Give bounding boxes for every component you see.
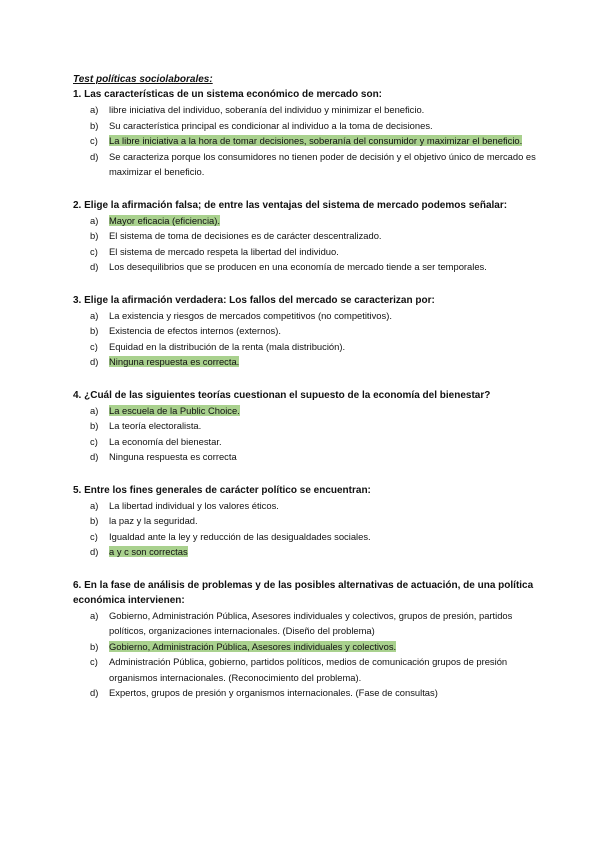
answer-option-correct bbox=[73, 403, 540, 419]
option-text: Los desequilibrios que se producen en una economía de mercado tiende a ser temporales. bbox=[109, 261, 487, 272]
option-letter: c) bbox=[90, 245, 98, 257]
option-letter: d) bbox=[90, 356, 99, 367]
option-text-wrapper bbox=[109, 118, 540, 134]
option-letter: d) bbox=[90, 150, 99, 162]
option-text-wrapper bbox=[109, 685, 540, 701]
answer-options bbox=[73, 608, 540, 701]
option-text: la paz y la seguridad. bbox=[109, 515, 198, 526]
option-text-wrapper bbox=[109, 654, 540, 685]
option-text: La existencia y riesgos de mercados competitivos (no competitivos). bbox=[109, 309, 392, 321]
answer-option bbox=[73, 308, 540, 324]
highlighted-answer-text: Gobierno, Administración Pública, Asesores individuales y colectivos. bbox=[109, 640, 397, 652]
option-letter: b) bbox=[90, 515, 99, 526]
option-letter: d) bbox=[90, 451, 99, 462]
option-text-wrapper bbox=[109, 639, 540, 655]
answer-option bbox=[73, 244, 540, 260]
option-text: La teoría electoralista. bbox=[109, 420, 202, 431]
option-text: Equidad en la distribución de la renta (mala distribución). bbox=[109, 340, 346, 352]
option-text-wrapper bbox=[109, 544, 540, 560]
answer-option bbox=[73, 102, 540, 118]
option-text-wrapper bbox=[109, 149, 540, 180]
question-text: 3. Elige la afirmación verdadera: Los fallos del mercado se caracterizan por: bbox=[73, 294, 435, 306]
answer-option-correct bbox=[73, 133, 540, 149]
question-text: 6. En la fase de análisis de problemas y de las posibles alternativas de actuación, de una política económica intervienen: bbox=[73, 579, 534, 606]
option-text-wrapper bbox=[109, 228, 540, 244]
option-letter: b) bbox=[90, 325, 99, 336]
answer-option bbox=[73, 654, 540, 685]
option-text-wrapper bbox=[109, 403, 540, 419]
option-text-wrapper bbox=[109, 102, 540, 118]
question-3 bbox=[73, 293, 540, 370]
option-letter: d) bbox=[90, 546, 99, 557]
answer-option bbox=[73, 685, 540, 701]
option-text-wrapper bbox=[109, 213, 540, 229]
answer-options bbox=[73, 403, 540, 465]
answer-option bbox=[73, 339, 540, 355]
question-text: 1. Las características de un sistema económico de mercado son: bbox=[73, 89, 383, 100]
answer-options bbox=[73, 102, 540, 180]
option-letter: c) bbox=[90, 135, 98, 146]
option-text: Expertos, grupos de presión y organismos internacionales. (Fase de consultas) bbox=[109, 687, 438, 698]
option-text: Administración Pública, gobierno, partidos políticos, medios de comunicación grupos de presión organismos internacionales. (Reconocimiento del problema). bbox=[109, 656, 508, 683]
answer-option bbox=[73, 118, 540, 134]
option-letter: c) bbox=[90, 530, 98, 542]
option-letter: d) bbox=[90, 261, 99, 272]
option-text-wrapper bbox=[109, 449, 540, 465]
answer-option bbox=[73, 498, 540, 514]
option-text-wrapper bbox=[109, 434, 540, 450]
option-text-wrapper bbox=[109, 323, 540, 339]
answer-option bbox=[73, 323, 540, 339]
option-text: Se caracteriza porque los consumidores no tienen poder de decisión y el objetivo único de mercado es maximizar el beneficio. bbox=[109, 150, 536, 177]
answer-option bbox=[73, 149, 540, 180]
option-text-wrapper bbox=[109, 133, 540, 149]
question-6 bbox=[73, 578, 540, 701]
option-text: El sistema de mercado respeta la libertad del individuo. bbox=[109, 245, 339, 257]
answer-option bbox=[73, 513, 540, 529]
answer-option bbox=[73, 529, 540, 545]
answer-options bbox=[73, 498, 540, 560]
answer-option bbox=[73, 449, 540, 465]
option-text-wrapper bbox=[109, 354, 540, 370]
option-text-wrapper bbox=[109, 418, 540, 434]
option-text: Ninguna respuesta es correcta bbox=[109, 451, 237, 462]
option-letter: a) bbox=[90, 404, 99, 416]
option-letter: a) bbox=[90, 309, 99, 321]
answer-option bbox=[73, 228, 540, 244]
option-letter: a) bbox=[90, 499, 99, 511]
question-5 bbox=[73, 483, 540, 560]
highlighted-answer-text: La libre iniciativa a la hora de tomar decisiones, soberanía del consumidor y maximizar el beneficio. bbox=[109, 135, 523, 146]
option-letter: c) bbox=[90, 435, 98, 447]
option-text: Igualdad ante la ley y reducción de las desigualdades sociales. bbox=[109, 530, 371, 542]
answer-option bbox=[73, 434, 540, 450]
answer-option-correct bbox=[73, 639, 540, 655]
option-letter: a) bbox=[90, 609, 99, 621]
answer-option-correct bbox=[73, 354, 540, 370]
option-letter: b) bbox=[90, 640, 99, 652]
option-text-wrapper bbox=[109, 259, 540, 275]
answer-options bbox=[73, 213, 540, 275]
question-list bbox=[73, 87, 540, 701]
option-text: La economía del bienestar. bbox=[109, 435, 222, 447]
option-text: libre iniciativa del individuo, soberanía del individuo y minimizar el beneficio. bbox=[109, 104, 425, 115]
question-text: 2. Elige la afirmación falsa; de entre las ventajas del sistema de mercado podemos señalar: bbox=[73, 199, 508, 211]
option-text: La libertad individual y los valores éticos. bbox=[109, 499, 279, 511]
option-letter: a) bbox=[90, 104, 99, 115]
option-text-wrapper bbox=[109, 608, 540, 639]
answer-options bbox=[73, 308, 540, 370]
document-title: Test políticas sociolaborales: bbox=[73, 74, 213, 85]
answer-option bbox=[73, 259, 540, 275]
answer-option bbox=[73, 418, 540, 434]
question-text: 4. ¿Cuál de las siguientes teorías cuestionan el supuesto de la economía del bienestar? bbox=[73, 389, 491, 401]
option-letter: b) bbox=[90, 119, 99, 131]
option-letter: a) bbox=[90, 214, 99, 226]
option-text-wrapper bbox=[109, 339, 540, 355]
option-text: El sistema de toma de decisiones es de carácter descentralizado. bbox=[109, 230, 382, 241]
option-text-wrapper bbox=[109, 513, 540, 529]
question-4 bbox=[73, 388, 540, 465]
option-text: Gobierno, Administración Pública, Asesores individuales y colectivos, grupos de presión, partidos políticos, organizaciones internacionales. (Diseño del problema) bbox=[109, 609, 513, 636]
option-text: Su característica principal es condicionar al individuo a la toma de decisiones. bbox=[109, 119, 433, 131]
question-2 bbox=[73, 198, 540, 275]
option-text-wrapper bbox=[109, 498, 540, 514]
option-letter: d) bbox=[90, 687, 99, 698]
highlighted-answer-text: La escuela de la Public Choice. bbox=[109, 404, 240, 416]
option-text-wrapper bbox=[109, 244, 540, 260]
option-text-wrapper bbox=[109, 308, 540, 324]
option-letter: c) bbox=[90, 340, 98, 352]
option-text-wrapper bbox=[109, 529, 540, 545]
question-1 bbox=[73, 87, 540, 180]
highlighted-answer-text: a y c son correctas bbox=[109, 546, 188, 557]
highlighted-answer-text: Ninguna respuesta es correcta. bbox=[109, 356, 240, 367]
option-text: Existencia de efectos internos (externos). bbox=[109, 325, 281, 336]
option-letter: b) bbox=[90, 230, 99, 241]
answer-option-correct bbox=[73, 213, 540, 229]
answer-option-correct bbox=[73, 544, 540, 560]
highlighted-answer-text: Mayor eficacia (eficiencia). bbox=[109, 214, 220, 226]
option-letter: c) bbox=[90, 656, 98, 667]
option-letter: b) bbox=[90, 420, 99, 431]
question-text: 5. Entre los fines generales de carácter político se encuentran: bbox=[73, 484, 371, 496]
answer-option bbox=[73, 608, 540, 639]
